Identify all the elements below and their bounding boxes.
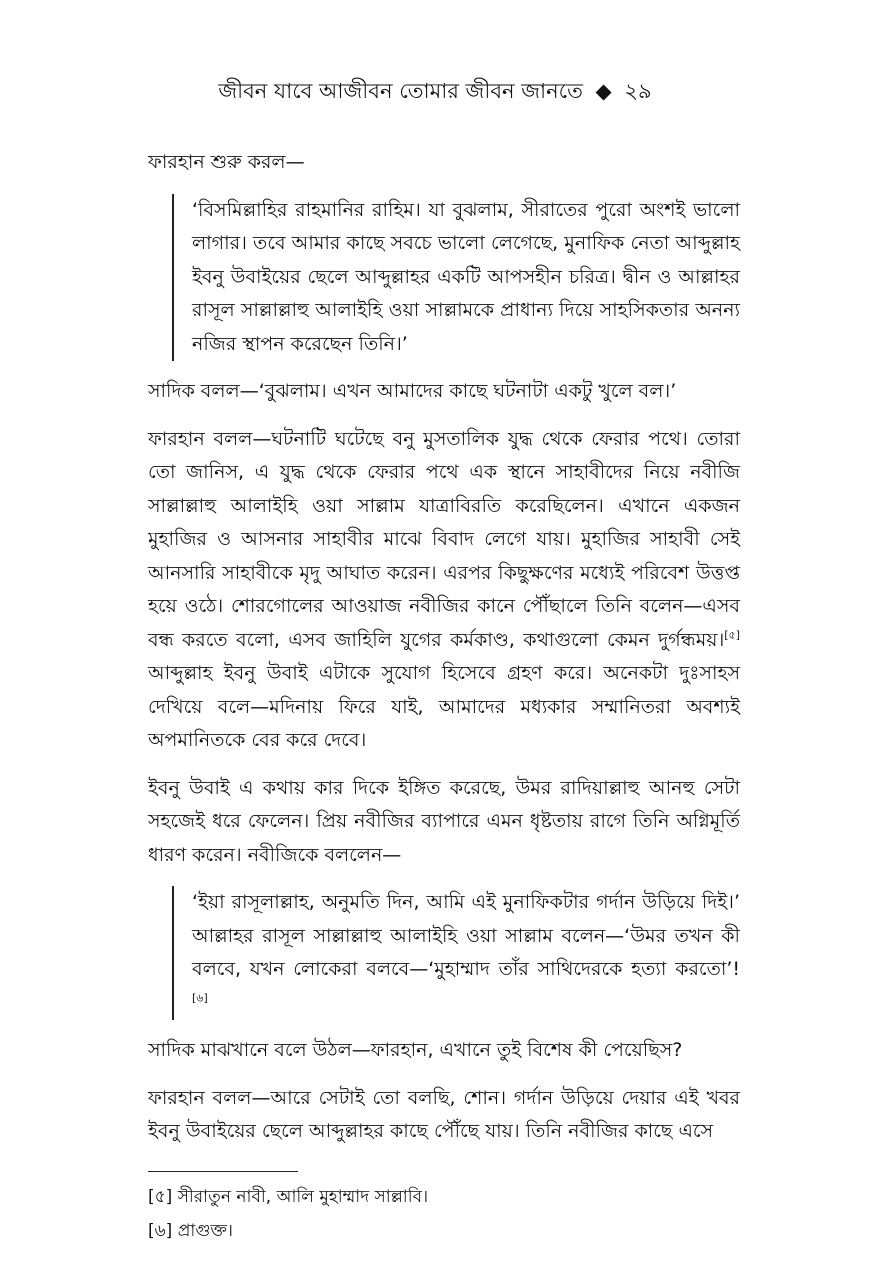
paragraph-3 xyxy=(148,423,740,758)
quote-2-text xyxy=(192,886,740,1020)
block-quote-1 xyxy=(172,194,740,362)
footnote-6: [৬] প্রাগুক্ত। xyxy=(148,1221,234,1241)
paragraph-6: ফারহান বলল—আরে সেটাই তো বলছি, শোন। গর্দান উড়িয়ে দেয়ার এই খবর ইবনু উবাইয়ের ছেলে আব্দুল্লাহর কাছে পৌঁছে যায়। তিনি নবীজির কাছে এসে xyxy=(148,1086,740,1142)
quote-2-body: ‘ইয়া রাসূলাল্লাহ, অনুমতি দিন, আমি এই মুনাফিকটার গর্দান উড়িয়ে দিই।’ আল্লাহর রাসূল সাল্লাল্লাহু আলাইহি ওয়া সাল্লাম বলেন—‘উমর তখন কী বলবে, যখন লোকেরা বলবে—‘মুহাম্মাদ তাঁর সাথিদেরকে হত্যা করতো’! xyxy=(192,891,740,980)
paragraph-1: ফারহান শুরু করল— xyxy=(148,151,305,173)
footnote-ref-6[interactable]: [৬] xyxy=(192,991,208,1005)
footnote-ref-5[interactable]: [৫] xyxy=(724,628,740,642)
footnote-5: [৫] সীরাতুন নাবী, আলি মুহাম্মাদ সাল্লাবি। xyxy=(148,1187,429,1207)
quote-1-text: ‘বিসমিল্লাহির রাহমানির রাহিম। যা বুঝলাম, সীরাতের পুরো অংশই ভালো লাগার। তবে আমার কাছে সবচে ভালো লেগেছে, মুনাফিক নেতা আব্দুল্লাহ ইবনু উবাইয়ের ছেলে আব্দুল্লাহর একটি আপসহীন চরিত্র। দ্বীন ও আল্লাহর রাসূল সাল্লাল্লাহু আলাইহি ওয়া সাল্লামকে প্রাধান্য দিয়ে সাহসিকতার অনন্য নজির স্থাপন করেছেন তিনি।’ xyxy=(192,198,740,355)
paragraph-3-part-1: ফারহান বলল—ঘটনাটি ঘটেছে বনু মুসতালিক যুদ্ধ থেকে ফেরার পথে। তোরা তো জানিস, এ যুদ্ধ থেকে ফেরার পথে এক স্থানে সাহাবীদের নিয়ে নবীজি সাল্লাল্লাহু আলাইহি ওয়া সাল্লাম যাত্রাবিরতি করেছিলেন। এখানে একজন মুহাজির ও আসনার সাহাবীর মাঝে বিবাদ লেগে যায়। মুহাজির সাহাবী সেই আনসারি সাহাবীকে মৃদু আঘাত করেন। এরপর কিছুক্ষণের মধ্যেই পরিবেশ উত্তপ্ত হয়ে ওঠে। শোরগোলের আওয়াজ নবীজির কানে পৌঁছালে তিনি বলেন—এসব বন্ধ করতে বলো, এসব জাহিলি যুগের কর্মকাণ্ড, কথাগুলো কেমন দুর্গন্ধময়। xyxy=(148,427,740,651)
block-quote-2 xyxy=(172,886,740,1020)
body-text xyxy=(148,146,740,1149)
header-title: জীবন যাবে আজীবন তোমার জীবন জানতে xyxy=(218,79,583,103)
paragraph-2: সাদিক বলল—‘বুঝলাম। এখন আমাদের কাছে ঘটনাটা একটু খুলে বল।’ xyxy=(148,380,677,402)
diamond-separator-icon: ◆ xyxy=(595,79,612,103)
footnotes xyxy=(148,1180,740,1248)
paragraph-4: ইবনু উবাই এ কথায় কার দিকে ইঙ্গিত করেছে, উমর রাদিয়াল্লাহু আনহু সেটা সহজেই ধরে ফেলেন। প্রিয় নবীজির ব্যাপারে এমন ধৃষ্টতায় রাগে তিনি অগ্নিমূর্তি ধারণ করেন। নবীজিকে বললেন— xyxy=(148,776,740,866)
running-header xyxy=(0,76,870,106)
paragraph-5: সাদিক মাঝখানে বলে উঠল—ফারহান, এখানে তুই বিশেষ কী পেয়েছিস? xyxy=(148,1039,683,1061)
paragraph-3-part-2: আব্দুল্লাহ ইবনু উবাই এটাকে সুযোগ হিসেবে গ্রহণ করে। অনেকটা দুঃসাহস দেখিয়ে বলে—মদিনায় ফিরে যাই, আমাদের মধ্যকার সম্মানিতরা অবশ্যই অপমানিতকে বের করে দেবে। xyxy=(148,662,740,751)
page-number: ২৯ xyxy=(624,79,652,103)
footnote-divider xyxy=(148,1171,298,1172)
